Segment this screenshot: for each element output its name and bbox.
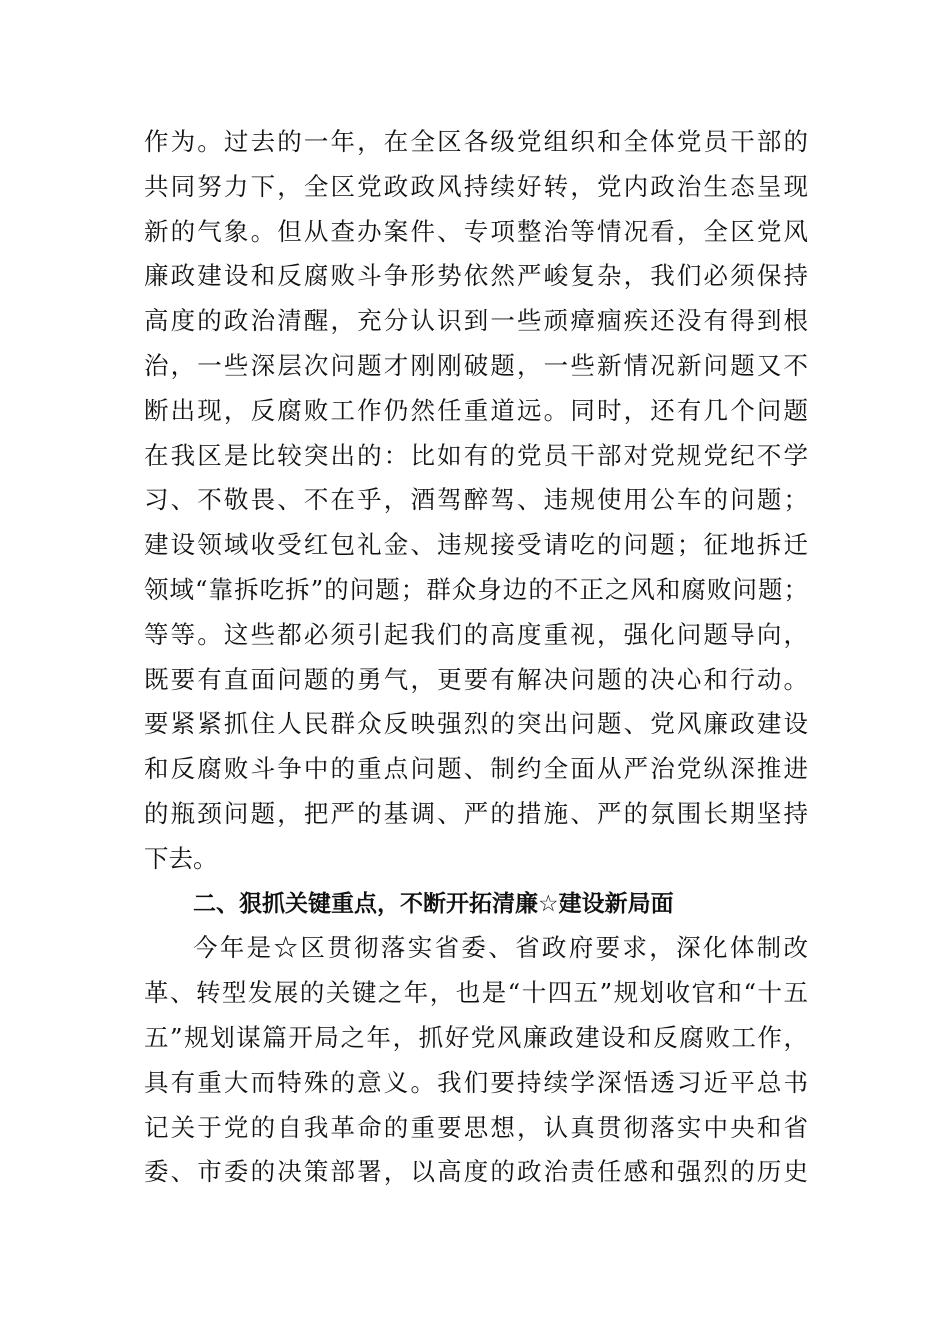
paragraph-line: 五”规划谋篇开局之年，抓好党风廉政建设和反腐败工作， [144, 1022, 808, 1052]
paragraph-line: 具有重大而特殊的意义。我们要持续学深悟透习近平总书 [144, 1067, 808, 1097]
paragraph-line: 委、市委的决策部署，以高度的政治责任感和强烈的历史 [144, 1157, 808, 1187]
paragraph-line: 要紧紧抓住人民群众反映强烈的突出问题、党风廉政建设 [144, 709, 808, 739]
paragraph-line: 作为。过去的一年，在全区各级党组织和全体党员干部的 [144, 127, 808, 156]
document-body [144, 120, 808, 1195]
paragraph-line: 新的气象。但从查办案件、专项整治等情况看，全区党风 [144, 216, 808, 246]
paragraph-1 [144, 120, 808, 882]
paragraph-line: 共同努力下，全区党政政风持续好转，党内政治生态呈现 [144, 171, 808, 201]
paragraph-line: 领域“靠拆吃拆”的问题；群众身边的不正之风和腐败问题； [144, 574, 808, 604]
paragraph-line: 和反腐败斗争中的重点问题、制约全面从严治党纵深推进 [144, 754, 808, 784]
paragraph-line: 记关于党的自我革命的重要思想，认真贯彻落实中央和省 [144, 1112, 808, 1142]
paragraph-line: 今年是☆区贯彻落实省委、省政府要求，深化体制改 [193, 933, 808, 963]
paragraph-line: 习、不敬畏、不在乎，酒驾醉驾、违规使用公车的问题； [144, 485, 808, 515]
paragraph-line: 革、转型发展的关键之年，也是“十四五”规划收官和“十五 [144, 978, 808, 1008]
paragraph-2 [144, 926, 808, 1195]
paragraph-line: 下去。 [144, 843, 218, 873]
paragraph-line: 断出现，反腐败工作仍然任重道远。同时，还有几个问题 [144, 395, 808, 425]
paragraph-line: 建设领域收受红包礼金、违规接受请吃的问题；征地拆迁 [144, 530, 808, 560]
paragraph-line: 高度的政治清醒，充分认识到一些顽瘴痼疾还没有得到根 [144, 306, 808, 336]
paragraph-line: 在我区是比较突出的：比如有的党员干部对党规党纪不学 [144, 440, 808, 470]
paragraph-line: 既要有直面问题的勇气，更要有解决问题的决心和行动。 [144, 664, 808, 694]
paragraph-line: 的瓶颈问题，把严的基调、严的措施、严的氛围长期坚持 [144, 798, 808, 828]
paragraph-line: 等等。这些都必须引起我们的高度重视，强化问题导向， [144, 619, 808, 649]
paragraph-line: 廉政建设和反腐败斗争形势依然严峻复杂，我们必须保持 [144, 261, 808, 291]
paragraph-line: 治，一些深层次问题才刚刚破题，一些新情况新问题又不 [144, 350, 808, 380]
section-heading: 二、狠抓关键重点，不断开拓清廉☆建设新局面 [193, 890, 674, 917]
